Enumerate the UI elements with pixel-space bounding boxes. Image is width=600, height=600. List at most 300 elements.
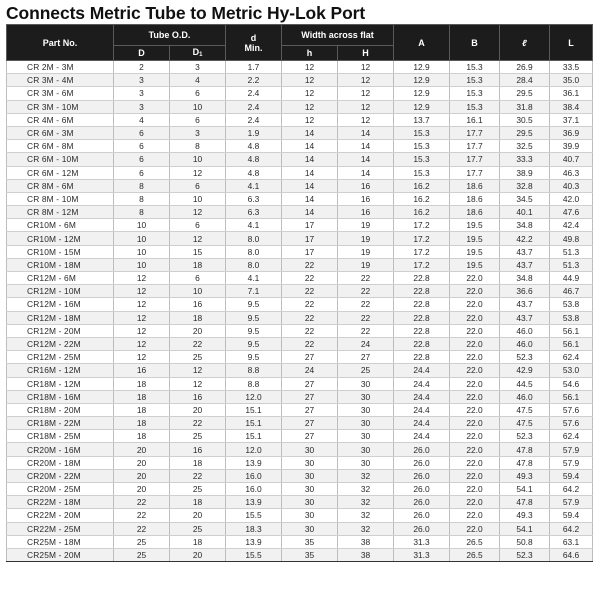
- cell-tube-od-d: 18: [114, 417, 170, 430]
- cell-width-H: 22: [338, 285, 394, 298]
- table-row: [7, 232, 593, 245]
- cell-d-min: 8.8: [226, 364, 282, 377]
- cell-width-H: 22: [338, 272, 394, 285]
- cell-dim-l-small: 49.3: [500, 469, 550, 482]
- cell-d-min: 4.8: [226, 153, 282, 166]
- cell-dim-l-small: 29.5: [500, 87, 550, 100]
- table-row: [7, 535, 593, 548]
- cell-tube-od-d: 18: [114, 390, 170, 403]
- cell-dim-l-small: 30.5: [500, 113, 550, 126]
- cell-dim-l-small: 47.5: [500, 403, 550, 416]
- cell-tube-od-d: 8: [114, 206, 170, 219]
- cell-dim-l-large: 51.3: [550, 258, 593, 271]
- table-row: [7, 377, 593, 390]
- cell-part-no: CR 6M - 12M: [7, 166, 114, 179]
- cell-dim-b: 15.3: [450, 61, 500, 74]
- table-row: [7, 324, 593, 337]
- cell-dim-l-large: 57.9: [550, 496, 593, 509]
- cell-width-h: 17: [282, 219, 338, 232]
- cell-width-h: 22: [282, 337, 338, 350]
- cell-tube-od-d1: 20: [170, 403, 226, 416]
- cell-tube-od-d: 10: [114, 232, 170, 245]
- cell-tube-od-d: 6: [114, 140, 170, 153]
- cell-dim-b: 22.0: [450, 509, 500, 522]
- cell-tube-od-d: 18: [114, 430, 170, 443]
- cell-d-min: 4.8: [226, 140, 282, 153]
- cell-dim-b: 18.6: [450, 206, 500, 219]
- cell-width-H: 30: [338, 456, 394, 469]
- cell-dim-l-large: 51.3: [550, 245, 593, 258]
- cell-width-h: 12: [282, 61, 338, 74]
- cell-dim-l-large: 57.9: [550, 443, 593, 456]
- cell-dim-b: 18.6: [450, 192, 500, 205]
- cell-dim-l-large: 57.6: [550, 403, 593, 416]
- cell-tube-od-d: 2: [114, 61, 170, 74]
- cell-dim-l-large: 56.1: [550, 324, 593, 337]
- cell-dim-b: 15.3: [450, 87, 500, 100]
- cell-part-no: CR 3M - 6M: [7, 87, 114, 100]
- cell-d-min: 15.1: [226, 417, 282, 430]
- cell-width-h: 22: [282, 285, 338, 298]
- cell-dim-l-small: 46.0: [500, 324, 550, 337]
- cell-tube-od-d1: 12: [170, 166, 226, 179]
- cell-width-H: 32: [338, 469, 394, 482]
- table-row: [7, 61, 593, 74]
- cell-tube-od-d: 12: [114, 272, 170, 285]
- cell-part-no: CR 3M - 4M: [7, 74, 114, 87]
- cell-width-h: 27: [282, 403, 338, 416]
- cell-tube-od-d1: 12: [170, 232, 226, 245]
- cell-width-h: 30: [282, 443, 338, 456]
- cell-dim-a: 24.4: [394, 430, 450, 443]
- cell-dim-b: 22.0: [450, 298, 500, 311]
- cell-dim-a: 24.4: [394, 377, 450, 390]
- table-row: [7, 140, 593, 153]
- cell-dim-l-large: 49.8: [550, 232, 593, 245]
- cell-width-h: 17: [282, 232, 338, 245]
- cell-dim-l-small: 49.3: [500, 509, 550, 522]
- table-row: [7, 192, 593, 205]
- cell-dim-a: 12.9: [394, 87, 450, 100]
- cell-tube-od-d: 20: [114, 469, 170, 482]
- cell-width-h: 22: [282, 258, 338, 271]
- cell-dim-a: 12.9: [394, 100, 450, 113]
- cell-d-min: 16.0: [226, 483, 282, 496]
- cell-width-H: 22: [338, 324, 394, 337]
- cell-tube-od-d1: 12: [170, 206, 226, 219]
- cell-d-min: 4.1: [226, 272, 282, 285]
- cell-dim-l-small: 26.9: [500, 61, 550, 74]
- cell-dim-a: 15.3: [394, 126, 450, 139]
- cell-part-no: CR10M - 12M: [7, 232, 114, 245]
- cell-width-h: 12: [282, 87, 338, 100]
- cell-dim-b: 22.0: [450, 351, 500, 364]
- cell-tube-od-d1: 12: [170, 377, 226, 390]
- cell-dim-l-small: 32.8: [500, 179, 550, 192]
- table-row: [7, 100, 593, 113]
- cell-dim-l-small: 47.8: [500, 456, 550, 469]
- cell-tube-od-d1: 10: [170, 192, 226, 205]
- cell-dim-l-large: 42.0: [550, 192, 593, 205]
- cell-part-no: CR 8M - 6M: [7, 179, 114, 192]
- cell-tube-od-d: 18: [114, 403, 170, 416]
- cell-tube-od-d1: 18: [170, 258, 226, 271]
- cell-dim-b: 18.6: [450, 179, 500, 192]
- cell-width-h: 30: [282, 496, 338, 509]
- cell-width-H: 32: [338, 496, 394, 509]
- table-row: [7, 245, 593, 258]
- cell-d-min: 1.7: [226, 61, 282, 74]
- cell-tube-od-d1: 10: [170, 285, 226, 298]
- cell-d-min: 12.0: [226, 443, 282, 456]
- cell-part-no: CR10M - 6M: [7, 219, 114, 232]
- cell-d-min: 8.0: [226, 245, 282, 258]
- cell-width-h: 35: [282, 548, 338, 561]
- cell-width-h: 12: [282, 100, 338, 113]
- table-row: [7, 483, 593, 496]
- cell-dim-a: 26.0: [394, 469, 450, 482]
- cell-dim-a: 16.2: [394, 206, 450, 219]
- cell-dim-b: 19.5: [450, 245, 500, 258]
- cell-part-no: CR 6M - 10M: [7, 153, 114, 166]
- cell-part-no: CR20M - 25M: [7, 483, 114, 496]
- cell-tube-od-d: 12: [114, 324, 170, 337]
- cell-width-H: 32: [338, 522, 394, 535]
- cell-width-H: 27: [338, 351, 394, 364]
- cell-tube-od-d: 25: [114, 535, 170, 548]
- cell-width-H: 38: [338, 548, 394, 561]
- cell-dim-l-large: 53.8: [550, 298, 593, 311]
- cell-dim-l-small: 28.4: [500, 74, 550, 87]
- cell-width-H: 30: [338, 443, 394, 456]
- cell-dim-l-small: 40.1: [500, 206, 550, 219]
- cell-dim-b: 22.0: [450, 417, 500, 430]
- cell-dim-a: 17.2: [394, 258, 450, 271]
- cell-tube-od-d1: 6: [170, 113, 226, 126]
- cell-part-no: CR18M - 25M: [7, 430, 114, 443]
- cell-tube-od-d1: 12: [170, 364, 226, 377]
- cell-dim-b: 22.0: [450, 443, 500, 456]
- fittings-table: [6, 24, 593, 562]
- header-d1: [170, 46, 226, 61]
- cell-tube-od-d: 3: [114, 74, 170, 87]
- cell-d-min: 8.8: [226, 377, 282, 390]
- cell-tube-od-d: 6: [114, 126, 170, 139]
- table-row: [7, 351, 593, 364]
- cell-dim-l-small: 34.8: [500, 219, 550, 232]
- cell-tube-od-d: 16: [114, 364, 170, 377]
- cell-width-h: 27: [282, 417, 338, 430]
- cell-width-H: 14: [338, 140, 394, 153]
- cell-width-h: 27: [282, 377, 338, 390]
- cell-width-H: 30: [338, 403, 394, 416]
- cell-tube-od-d1: 16: [170, 443, 226, 456]
- cell-dim-b: 17.7: [450, 140, 500, 153]
- cell-width-H: 30: [338, 390, 394, 403]
- cell-tube-od-d1: 20: [170, 324, 226, 337]
- cell-tube-od-d1: 22: [170, 469, 226, 482]
- cell-width-H: 14: [338, 153, 394, 166]
- cell-dim-l-small: 50.8: [500, 535, 550, 548]
- cell-part-no: CR12M - 18M: [7, 311, 114, 324]
- table-row: [7, 153, 593, 166]
- cell-d-min: 9.5: [226, 298, 282, 311]
- cell-dim-b: 17.7: [450, 153, 500, 166]
- cell-tube-od-d1: 6: [170, 87, 226, 100]
- cell-dim-l-large: 56.1: [550, 390, 593, 403]
- cell-dim-a: 15.3: [394, 140, 450, 153]
- header-d1-subscript: 1: [199, 51, 203, 58]
- cell-dim-l-large: 64.2: [550, 522, 593, 535]
- cell-dim-a: 31.3: [394, 548, 450, 561]
- table-row: [7, 258, 593, 271]
- cell-part-no: CR 8M - 10M: [7, 192, 114, 205]
- cell-width-h: 22: [282, 311, 338, 324]
- cell-d-min: 9.5: [226, 311, 282, 324]
- cell-width-h: 22: [282, 272, 338, 285]
- cell-d-min: 1.9: [226, 126, 282, 139]
- cell-tube-od-d: 22: [114, 509, 170, 522]
- cell-part-no: CR 4M - 6M: [7, 113, 114, 126]
- cell-width-h: 17: [282, 245, 338, 258]
- cell-dim-l-large: 33.5: [550, 61, 593, 74]
- cell-part-no: CR12M - 20M: [7, 324, 114, 337]
- cell-tube-od-d: 3: [114, 87, 170, 100]
- cell-dim-l-small: 43.7: [500, 245, 550, 258]
- cell-dim-l-large: 35.0: [550, 74, 593, 87]
- cell-dim-l-large: 38.4: [550, 100, 593, 113]
- cell-dim-b: 22.0: [450, 496, 500, 509]
- header-l-small: ℓ: [500, 25, 550, 61]
- table-row: [7, 522, 593, 535]
- cell-tube-od-d1: 6: [170, 272, 226, 285]
- cell-dim-l-small: 42.9: [500, 364, 550, 377]
- cell-width-H: 16: [338, 192, 394, 205]
- cell-width-h: 22: [282, 298, 338, 311]
- table-row: [7, 166, 593, 179]
- cell-width-H: 12: [338, 74, 394, 87]
- cell-width-h: 30: [282, 522, 338, 535]
- cell-tube-od-d: 12: [114, 285, 170, 298]
- cell-d-min: 15.5: [226, 548, 282, 561]
- header-tube-od: Tube O.D.: [114, 25, 226, 46]
- cell-width-H: 22: [338, 311, 394, 324]
- cell-dim-a: 22.8: [394, 324, 450, 337]
- table-row: [7, 456, 593, 469]
- cell-tube-od-d1: 6: [170, 179, 226, 192]
- table-row: [7, 113, 593, 126]
- cell-width-h: 14: [282, 126, 338, 139]
- cell-dim-l-large: 57.6: [550, 417, 593, 430]
- cell-tube-od-d: 20: [114, 483, 170, 496]
- cell-tube-od-d1: 15: [170, 245, 226, 258]
- header-d1-main: D: [192, 46, 200, 57]
- header-d-min: [226, 25, 282, 61]
- cell-tube-od-d1: 3: [170, 126, 226, 139]
- cell-dim-b: 15.3: [450, 74, 500, 87]
- cell-dim-a: 26.0: [394, 509, 450, 522]
- cell-d-min: 4.1: [226, 219, 282, 232]
- cell-dim-l-large: 42.4: [550, 219, 593, 232]
- cell-dim-l-small: 52.3: [500, 548, 550, 561]
- cell-dim-l-small: 43.7: [500, 258, 550, 271]
- cell-width-h: 35: [282, 535, 338, 548]
- header-d-min-label: Min.: [244, 42, 263, 53]
- cell-dim-a: 17.2: [394, 245, 450, 258]
- cell-part-no: CR12M - 22M: [7, 337, 114, 350]
- cell-part-no: CR12M - 10M: [7, 285, 114, 298]
- table-row: [7, 298, 593, 311]
- cell-dim-a: 13.7: [394, 113, 450, 126]
- header-a: A: [394, 25, 450, 61]
- cell-part-no: CR10M - 18M: [7, 258, 114, 271]
- cell-dim-l-small: 47.5: [500, 417, 550, 430]
- cell-dim-b: 22.0: [450, 483, 500, 496]
- cell-dim-a: 31.3: [394, 535, 450, 548]
- cell-d-min: 4.1: [226, 179, 282, 192]
- cell-d-min: 9.5: [226, 337, 282, 350]
- cell-part-no: CR12M - 16M: [7, 298, 114, 311]
- cell-width-H: 19: [338, 245, 394, 258]
- cell-width-h: 14: [282, 206, 338, 219]
- cell-d-min: 2.4: [226, 100, 282, 113]
- cell-dim-l-small: 47.8: [500, 496, 550, 509]
- header-d: D: [114, 46, 170, 61]
- cell-tube-od-d1: 18: [170, 311, 226, 324]
- cell-tube-od-d1: 18: [170, 496, 226, 509]
- cell-width-H: 30: [338, 417, 394, 430]
- cell-dim-a: 22.8: [394, 337, 450, 350]
- cell-tube-od-d1: 18: [170, 535, 226, 548]
- cell-part-no: CR22M - 25M: [7, 522, 114, 535]
- cell-width-H: 38: [338, 535, 394, 548]
- cell-tube-od-d1: 10: [170, 153, 226, 166]
- table-body: [7, 61, 593, 562]
- cell-dim-b: 22.0: [450, 403, 500, 416]
- cell-dim-b: 22.0: [450, 272, 500, 285]
- cell-part-no: CR25M - 20M: [7, 548, 114, 561]
- header-row-top: [7, 25, 593, 46]
- cell-dim-l-small: 52.3: [500, 430, 550, 443]
- cell-dim-l-large: 54.6: [550, 377, 593, 390]
- header-b: B: [450, 25, 500, 61]
- cell-d-min: 16.0: [226, 469, 282, 482]
- cell-dim-b: 22.0: [450, 311, 500, 324]
- cell-dim-l-large: 36.1: [550, 87, 593, 100]
- cell-dim-l-small: 42.2: [500, 232, 550, 245]
- cell-tube-od-d: 20: [114, 443, 170, 456]
- cell-tube-od-d: 6: [114, 166, 170, 179]
- cell-tube-od-d: 3: [114, 100, 170, 113]
- cell-tube-od-d1: 4: [170, 74, 226, 87]
- table-row: [7, 126, 593, 139]
- cell-dim-a: 26.0: [394, 522, 450, 535]
- cell-dim-l-large: 62.4: [550, 351, 593, 364]
- table-row: [7, 403, 593, 416]
- cell-part-no: CR20M - 16M: [7, 443, 114, 456]
- table-row: [7, 443, 593, 456]
- cell-width-H: 14: [338, 126, 394, 139]
- cell-tube-od-d: 4: [114, 113, 170, 126]
- cell-width-H: 25: [338, 364, 394, 377]
- cell-dim-b: 22.0: [450, 522, 500, 535]
- cell-tube-od-d: 6: [114, 153, 170, 166]
- cell-width-h: 14: [282, 166, 338, 179]
- cell-part-no: CR10M - 15M: [7, 245, 114, 258]
- cell-tube-od-d: 18: [114, 377, 170, 390]
- cell-dim-l-small: 43.7: [500, 311, 550, 324]
- cell-dim-l-small: 44.5: [500, 377, 550, 390]
- cell-width-h: 30: [282, 483, 338, 496]
- cell-dim-a: 24.4: [394, 417, 450, 430]
- cell-tube-od-d1: 22: [170, 417, 226, 430]
- cell-dim-l-large: 40.3: [550, 179, 593, 192]
- cell-d-min: 4.8: [226, 166, 282, 179]
- cell-dim-a: 22.8: [394, 298, 450, 311]
- cell-tube-od-d1: 25: [170, 522, 226, 535]
- table-row: [7, 179, 593, 192]
- cell-width-h: 30: [282, 469, 338, 482]
- cell-dim-a: 22.8: [394, 351, 450, 364]
- cell-d-min: 15.1: [226, 403, 282, 416]
- cell-dim-l-large: 64.6: [550, 548, 593, 561]
- cell-part-no: CR12M - 25M: [7, 351, 114, 364]
- cell-dim-b: 22.0: [450, 337, 500, 350]
- cell-d-min: 8.0: [226, 258, 282, 271]
- cell-part-no: CR12M - 6M: [7, 272, 114, 285]
- table-row: [7, 337, 593, 350]
- cell-dim-l-small: 43.7: [500, 298, 550, 311]
- cell-dim-l-small: 32.5: [500, 140, 550, 153]
- cell-d-min: 8.0: [226, 232, 282, 245]
- cell-part-no: CR18M - 22M: [7, 417, 114, 430]
- cell-part-no: CR 3M - 10M: [7, 100, 114, 113]
- cell-dim-l-small: 33.3: [500, 153, 550, 166]
- cell-tube-od-d1: 25: [170, 351, 226, 364]
- cell-width-h: 14: [282, 179, 338, 192]
- cell-width-H: 32: [338, 509, 394, 522]
- cell-dim-a: 12.9: [394, 74, 450, 87]
- header-d-min-letter: d: [250, 32, 257, 43]
- cell-dim-l-large: 56.1: [550, 337, 593, 350]
- cell-part-no: CR18M - 16M: [7, 390, 114, 403]
- table-row: [7, 417, 593, 430]
- cell-dim-l-large: 53.8: [550, 311, 593, 324]
- cell-tube-od-d: 8: [114, 192, 170, 205]
- cell-dim-b: 19.5: [450, 232, 500, 245]
- cell-tube-od-d: 12: [114, 351, 170, 364]
- cell-width-H: 12: [338, 100, 394, 113]
- cell-tube-od-d: 10: [114, 258, 170, 271]
- cell-dim-b: 22.0: [450, 324, 500, 337]
- cell-tube-od-d1: 25: [170, 483, 226, 496]
- cell-tube-od-d: 25: [114, 548, 170, 561]
- cell-tube-od-d1: 20: [170, 509, 226, 522]
- cell-part-no: CR22M - 20M: [7, 509, 114, 522]
- cell-part-no: CR20M - 18M: [7, 456, 114, 469]
- cell-part-no: CR 6M - 3M: [7, 126, 114, 139]
- cell-dim-l-small: 54.1: [500, 483, 550, 496]
- cell-tube-od-d: 12: [114, 311, 170, 324]
- cell-width-H: 19: [338, 219, 394, 232]
- cell-part-no: CR16M - 12M: [7, 364, 114, 377]
- cell-dim-a: 22.8: [394, 285, 450, 298]
- cell-dim-l-small: 46.0: [500, 337, 550, 350]
- cell-tube-od-d1: 6: [170, 219, 226, 232]
- cell-dim-a: 15.3: [394, 166, 450, 179]
- cell-d-min: 9.5: [226, 324, 282, 337]
- cell-tube-od-d1: 25: [170, 430, 226, 443]
